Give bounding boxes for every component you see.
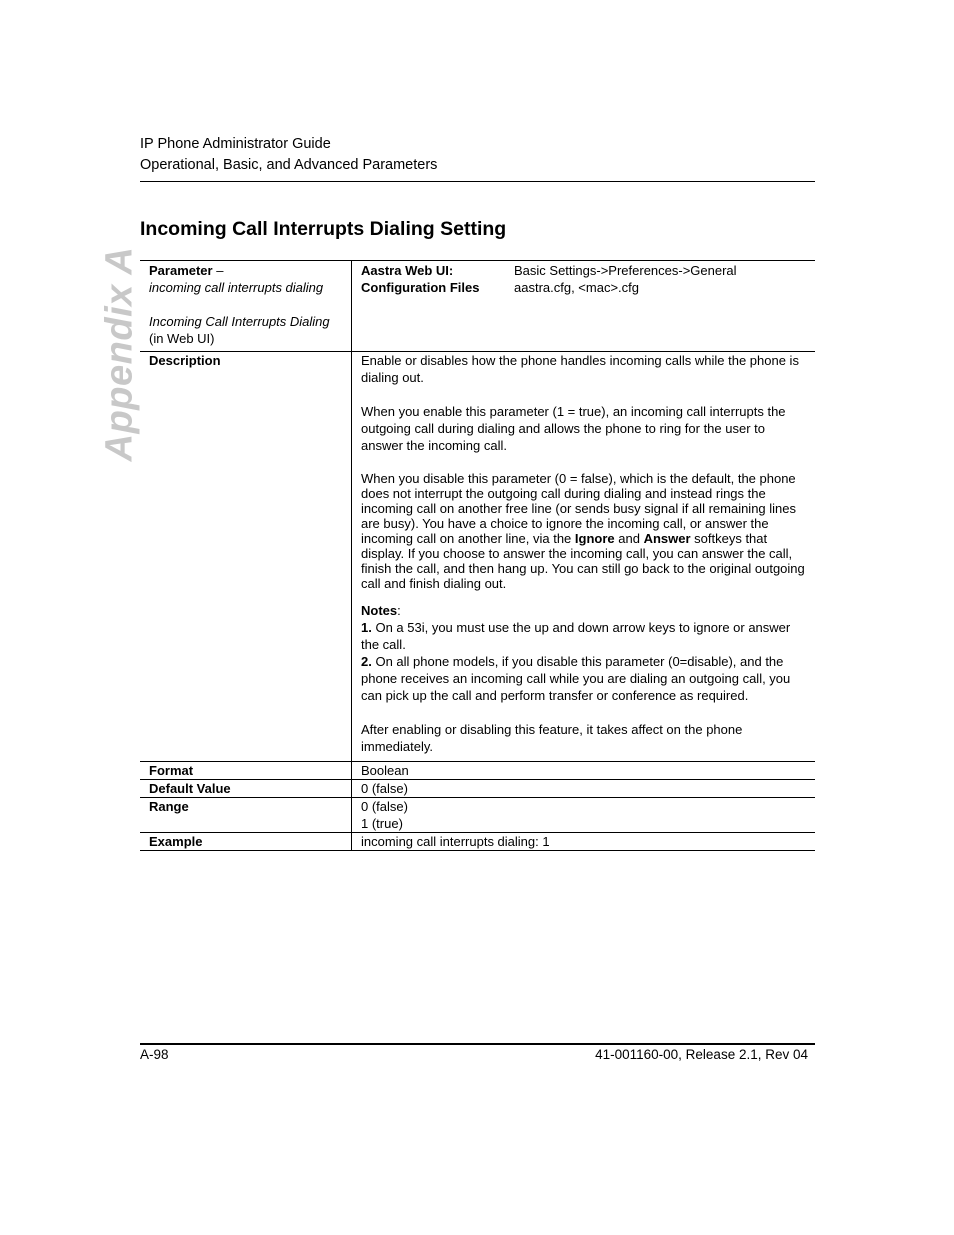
default-value-label: Default Value <box>140 780 352 798</box>
table-row-default <box>140 780 815 798</box>
ignore-softkey-name: Ignore <box>574 531 615 546</box>
appendix-side-tab <box>100 244 140 464</box>
table-row-format <box>140 762 815 780</box>
parameter-table <box>140 260 815 851</box>
default-value: 0 (false) <box>361 781 408 796</box>
header-subtitle: Operational, Basic, and Advanced Parameters <box>140 157 438 173</box>
document-number: 41-001160-00, Release 2.1, Rev 04 <box>595 1047 808 1062</box>
range-value-false: 0 (false) <box>361 799 408 814</box>
format-value: Boolean <box>361 763 409 778</box>
notes-heading <box>361 602 807 619</box>
note-1 <box>361 619 807 653</box>
config-files-value: aastra.cfg, <mac>.cfg <box>514 280 640 295</box>
range-value-true: 1 (true) <box>361 816 403 831</box>
example-label: Example <box>140 833 352 851</box>
table-row-parameter <box>140 261 815 352</box>
answer-softkey-name: Answer <box>643 531 691 546</box>
range-label: Range <box>140 798 352 833</box>
description-paragraph-2: When you enable this parameter (1 = true), an incoming call interrupts the outgoing call during dialing and allows the phone to ring for the user to answer the incoming call. <box>361 404 786 453</box>
table-row-example <box>140 833 815 851</box>
section-title: Incoming Call Interrupts Dialing Setting <box>140 218 507 240</box>
example-value: incoming call interrupts dialing: 1 <box>361 834 550 849</box>
note-1-text: On a 53i, you must use the up and down arrow keys to ignore or answer the call. <box>361 620 791 652</box>
location-cell <box>352 261 816 352</box>
note-2 <box>361 653 807 704</box>
description-paragraph-3 <box>361 471 807 591</box>
appendix-label: Appendix A <box>98 246 141 462</box>
note-2-number: 2. <box>361 654 372 669</box>
note-2-text: On all phone models, if you disable this parameter (0=disable), and the phone receives an incoming call while you are dialing an outgoing call, you can pick up the call and perform transfer or conference as required. <box>361 654 791 703</box>
webui-key: Aastra Web UI: <box>361 263 454 278</box>
parameter-cell <box>140 261 352 352</box>
description-value <box>352 352 816 762</box>
parameter-dash: – <box>212 263 224 278</box>
notes-label: Notes <box>361 603 398 618</box>
note-1-number: 1. <box>361 620 372 635</box>
webui-parameter-name: Incoming Call Interrupts Dialing <box>149 314 330 329</box>
format-label: Format <box>140 762 352 780</box>
paragraph-3-and: and <box>614 531 644 546</box>
description-label: Description <box>140 352 352 762</box>
table-row-range <box>140 798 815 833</box>
footer-rule <box>140 1043 815 1045</box>
table-row-description <box>140 352 815 762</box>
range-value <box>352 798 816 833</box>
parameter-label: Parameter <box>149 263 213 278</box>
webui-path: Basic Settings->Preferences->General <box>514 263 737 278</box>
paragraph-3-text-b: softkeys that display. If you choose to answer the incoming call, you can answer the call, finish the call, and then hang up. You can still go back to the original outgoing call and finish dialing out. <box>361 531 805 591</box>
config-files-key: Configuration Files <box>361 280 480 295</box>
notes-colon: : <box>397 603 401 618</box>
header-rule <box>140 181 815 182</box>
description-paragraph-1: Enable or disables how the phone handles incoming calls while the phone is dialing out. <box>361 353 799 385</box>
page-number: A-98 <box>140 1047 169 1062</box>
config-parameter-name: incoming call interrupts dialing <box>149 280 324 295</box>
paragraph-3-text-a: When you disable this parameter (0 = false), which is the default, the phone does not interrupt the outgoing call during dialing and instead rings the incoming call on another free line (or sends busy signal if all remaining lines are busy). You have a choice to ignore the incoming call, or answer the incoming call on another line, via the <box>361 471 797 546</box>
webui-suffix: (in Web UI) <box>149 331 215 346</box>
header-title: IP Phone Administrator Guide <box>140 136 331 152</box>
description-paragraph-4: After enabling or disabling this feature, it takes affect on the phone immediately. <box>361 722 743 754</box>
